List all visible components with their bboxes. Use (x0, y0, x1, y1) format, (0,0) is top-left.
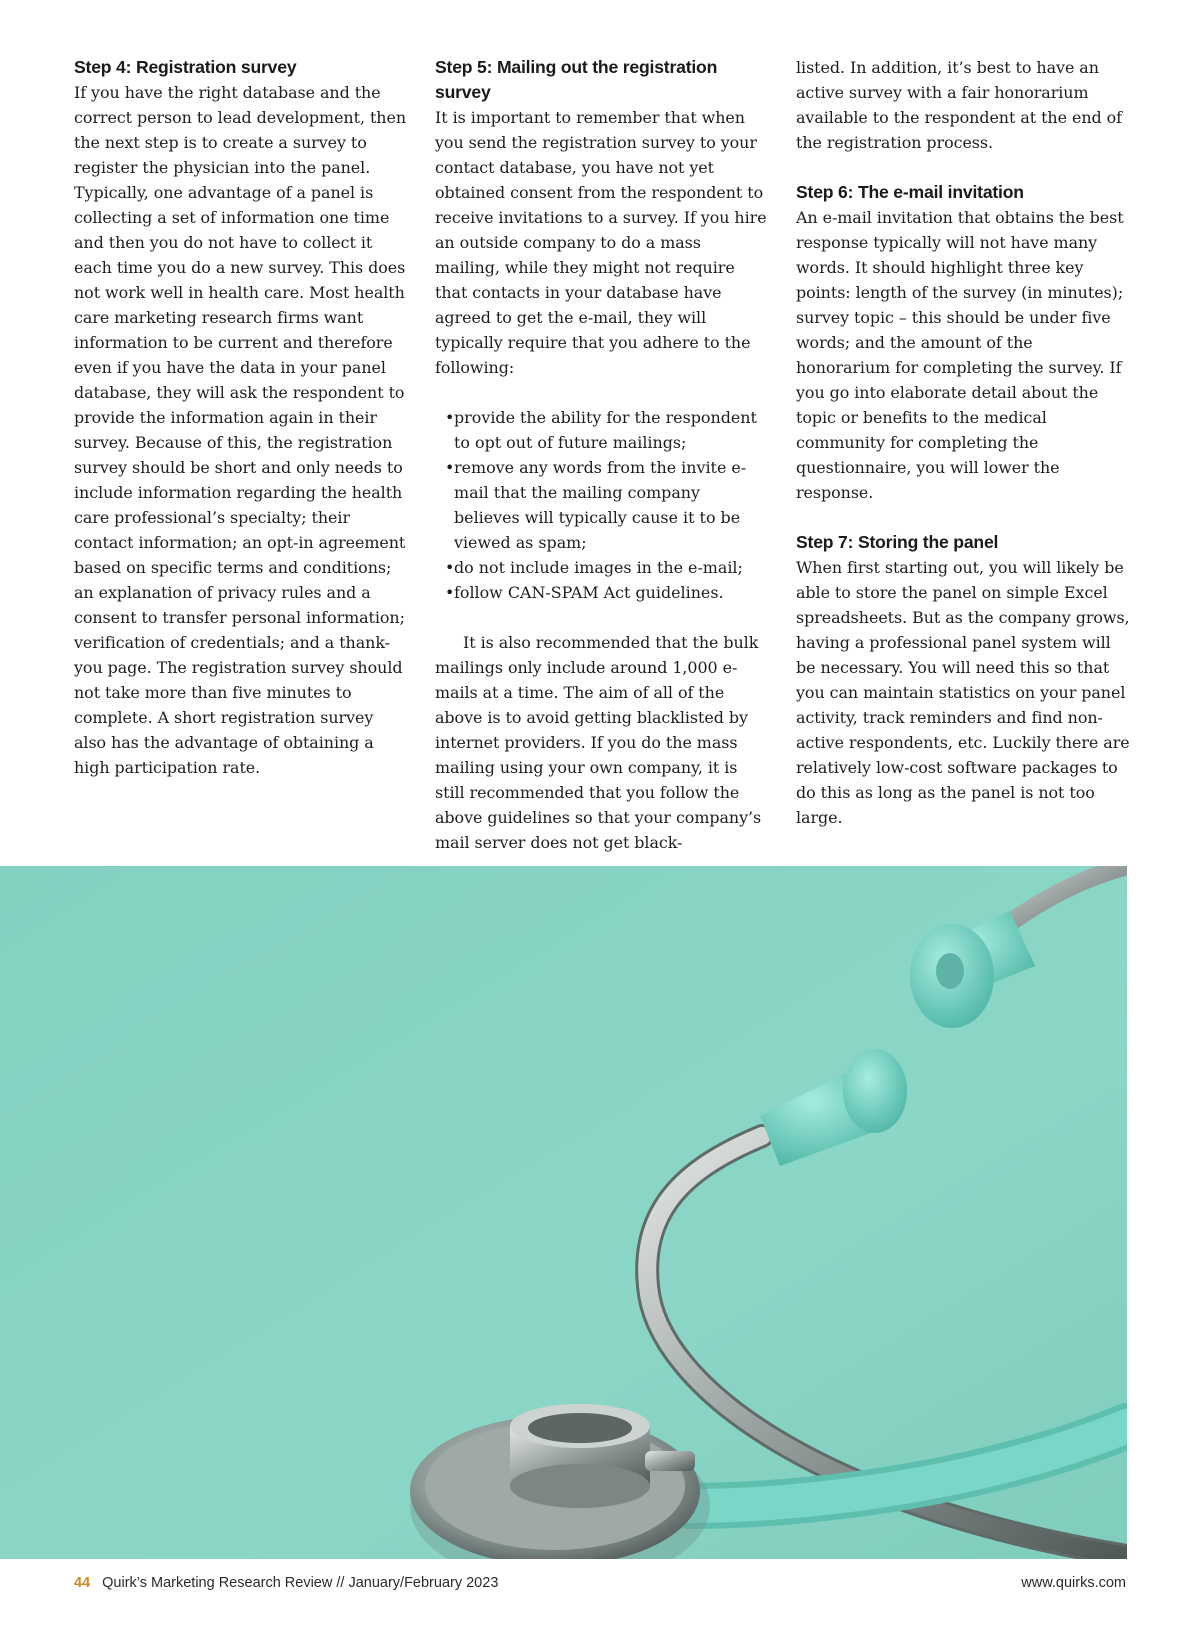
column-3 (796, 55, 1130, 830)
step5-heading: Step 5: Mailing out the registration survey (435, 57, 718, 102)
spacer (796, 505, 1130, 530)
stethoscope-illustration (0, 866, 1127, 1559)
list-item: • do not include images in the e-mail; (445, 555, 769, 580)
step5-after-text: It is also recommended that the bulk mailings only include around 1,000 e-mails at a time. The aim of all of the above is to avoid getting blacklisted by internet providers. If you do the mass mailing using your own company, it is still recommended that you follow the above guidelines so that your company’s mail server does not get black- (435, 633, 762, 852)
step4-heading: Step 4: Registration survey (74, 57, 297, 77)
list-item: • provide the ability for the respondent to opt out of future mailings; (445, 405, 769, 455)
step4-body: If you have the right database and the correct person to lead development, then the next step is to create a survey to register the physician into the panel. Typically, one advantage of a panel is collecting a set of information one time and then you do not have to collect it each time you do a new survey. This does not work well in health care. Most health care marketing research firms want information to be current and therefore even if you have the data in your panel database, they will ask the respondent to provide the information again in their survey. Because of this, the registration survey should be short and only needs to include information regarding the health care professional’s specialty; their contact information; an opt-in agreement based on specific terms and conditions; an explanation of privacy rules and a consent to transfer personal information; verification of credentials; and a thank-you page. The registration survey should not take more than five minutes to complete. A short registration survey also has the advantage of obtaining a high participation rate. (74, 83, 406, 777)
spacer (435, 605, 769, 630)
spacer (796, 155, 1130, 180)
website-link[interactable]: www.quirks.com (1021, 1575, 1126, 1591)
step5-bullet-list (435, 405, 769, 605)
step6-body: An e-mail invitation that obtains the best response typically will not have many words. It should highlight three key points: length of the survey (in minutes); survey topic – this should be under five words; and the amount of the honorarium for completing the survey. If you go into elaborate detail about the topic or benefits to the medical community for completing the questionnaire, you will lower the response. (796, 208, 1124, 502)
column3-continuation: listed. In addition, it’s best to have an active survey with a fair honorarium available to the respondent at the end of the registration process. (796, 58, 1122, 152)
list-item: • follow CAN-SPAM Act guidelines. (445, 580, 769, 605)
page-footer (74, 1575, 1126, 1597)
step7-body: When first starting out, you will likely be able to store the panel on simple Excel spreadsheets. But as the company grows, having a professional panel system will be necessary. You will need this so that you can maintain statistics on your panel activity, track reminders and find non-active respondents, etc. Luckily there are relatively low-cost software packages to do this as long as the panel is not too large. (796, 558, 1130, 827)
step5-body: It is important to remember that when you send the registration survey to your contact database, you have not yet obtained consent from the respondent to receive invitations to a survey. If you hire an outside company to do a mass mailing, while they might not require that contacts in your database have agreed to get the e-mail, they will typically require that you adhere to the following: (435, 108, 767, 377)
column-1 (74, 55, 408, 780)
spacer (435, 380, 769, 405)
publication-title: Quirk’s Marketing Research Review // January/February 2023 (102, 1575, 499, 1591)
column-2 (435, 55, 769, 855)
step7-heading: Step 7: Storing the panel (796, 532, 999, 552)
step6-heading: Step 6: The e-mail invitation (796, 182, 1024, 202)
page-number: 44 (74, 1575, 91, 1591)
list-item: • remove any words from the invite e-mail that the mailing company believes will typically cause it to be viewed as spam; (445, 455, 769, 555)
stethoscope-photo (0, 866, 1127, 1559)
